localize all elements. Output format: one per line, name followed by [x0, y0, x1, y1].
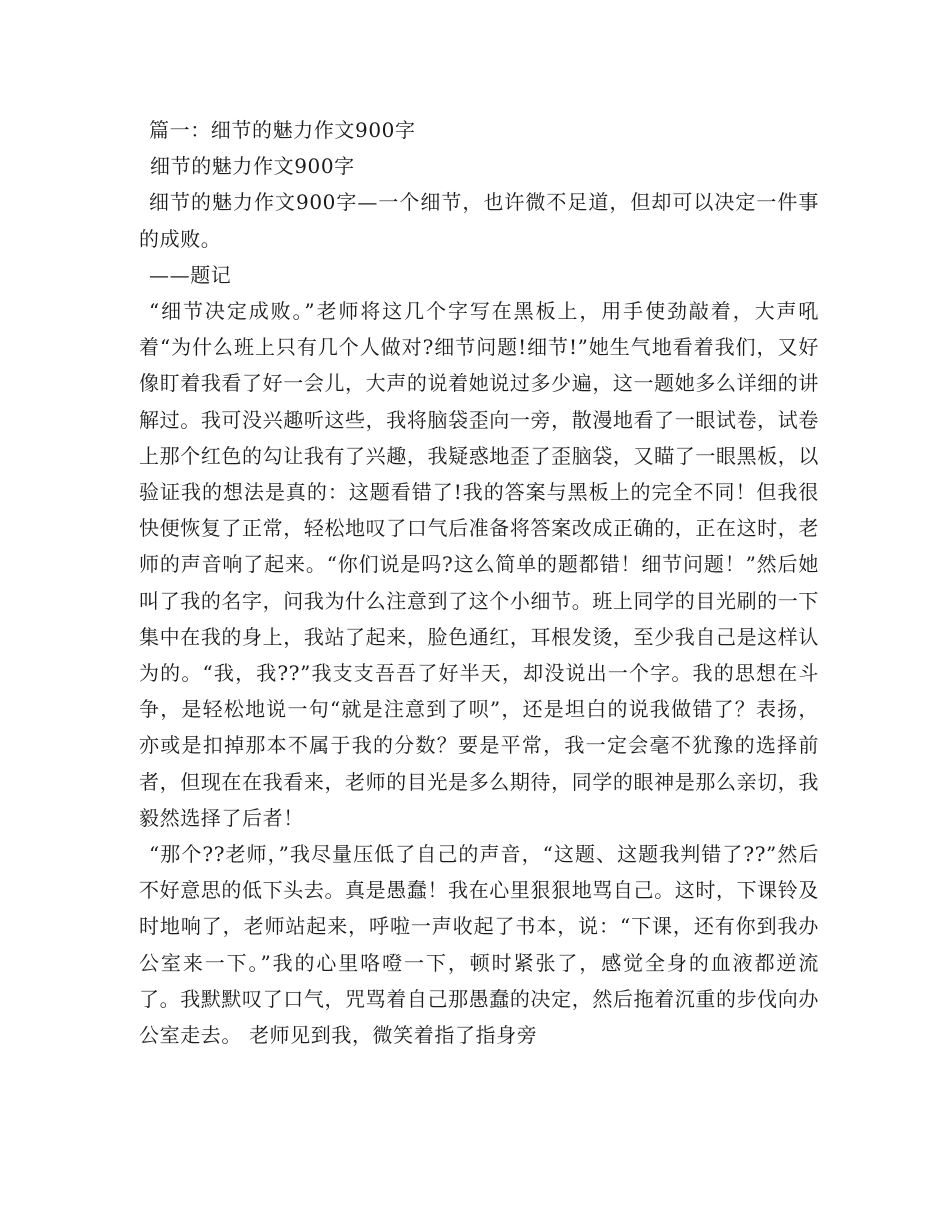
body-paragraph: “那个??老师，”我尽量压低了自己的声音，“这题、这题我判错了??”然后不好意思的低下头去。真是愚蠢！我在心里狠狠地骂自己。这时，下课铃及时地响了，老师站起来，呼啦一声收起了书本，说：“下课，还有你到我办公室来一下。”我的心里咯噔一下，顿时紧张了，感觉全身的血液都逆流了。我默默叹了口气，咒骂着自己那愚蠢的决定，然后拖着沉重的步伐向办公室走去。 老师见到我，微笑着指了指身旁 — [139, 842, 819, 1048]
document-subheading: 细节的魅力作文900字 — [150, 154, 355, 179]
intro-paragraph: 细节的魅力作文900字—一个细节，也许微不足道，但却可以决定一件事的成败。 — [139, 190, 819, 251]
document-body — [139, 112, 819, 1053]
epigraph-attribution: ——题记 — [149, 262, 232, 287]
body-paragraph: “细节决定成败。”老师将这几个字写在黑板上，用手使劲敲着，大声吼着“为什么班上只有几个人做对?细节问题!细节!”她生气地看着我们，又好像盯着我看了好一会儿，大声的说着她说过多少遍，这一题她多么详细的讲解过。我可没兴趣听这些，我将脑袋歪向一旁，散漫地看了一眼试卷，试卷上那个红色的勾让我有了兴趣，我疑惑地歪了歪脑袋，又瞄了一眼黑板，以验证我的想法是真的：这题看错了!我的答案与黑板上的完全不同！但我很快便恢复了正常，轻松地叹了口气后准备将答案改成正确的，正在这时，老师的声音响了起来。“你们说是吗?这么简单的题都错！细节问题！”然后她叫了我的名字，问我为什么注意到了这个小细节。班上同学的目光刷的一下集中在我的身上，我站了起来，脸色通红，耳根发烫，至少我自己是这样认为的。“我，我??”我支支吾吾了好半天，却没说出一个字。我的思想在斗争，是轻松地说一句“就是注意到了呗”，还是坦白的说我做错了？表扬，亦或是扣掉那本不属于我的分数？要是平常，我一定会毫不犹豫的选择前者，但现在在我看来，老师的目光是多么期待，同学的眼神是那么亲切，我毅然选择了后者！ — [139, 299, 819, 830]
document-heading: 篇一：细节的魅力作文900字 — [149, 118, 416, 142]
